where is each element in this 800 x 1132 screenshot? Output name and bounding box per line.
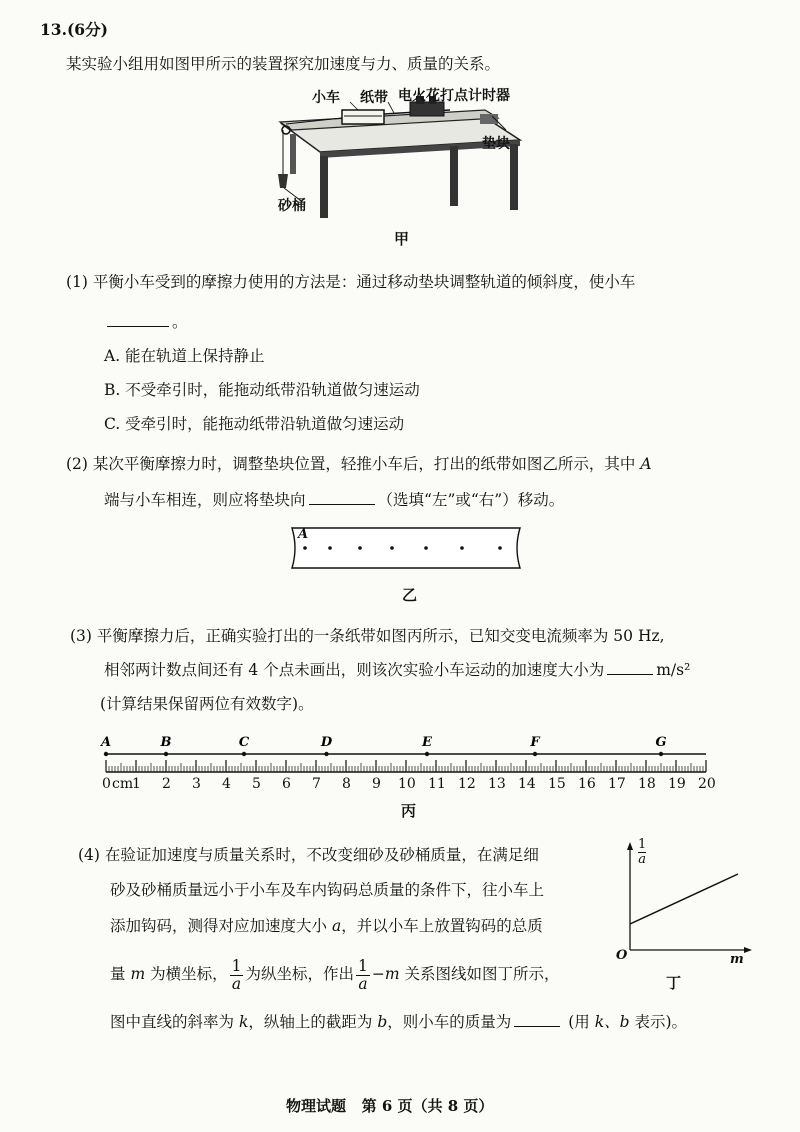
caption-yi: 乙 xyxy=(402,586,418,604)
frac-den: a xyxy=(231,974,242,993)
part1-end-mark: 。 xyxy=(172,313,188,331)
part4-text: 为横坐标， xyxy=(150,965,228,983)
label-timer: 电火花打点计时器 xyxy=(398,88,510,104)
question-score: (6分) xyxy=(66,20,108,39)
figure-jia xyxy=(270,84,530,234)
ruler-number: 6 xyxy=(282,776,291,792)
part3-question-line1: (3) 平衡摩擦力后，正确实验打出的一条纸带如图丙所示，已知交变电流频率为 50 Hz, xyxy=(70,627,665,645)
apparatus-drawing xyxy=(270,84,530,234)
ruler-number: 2 xyxy=(162,776,171,792)
part1-option-b: B. 不受牵引时，能拖动纸带沿轨道做匀速运动 xyxy=(104,381,420,399)
part2-text: (2) 某次平衡摩擦力时，调整垫块位置，轻推小车后，打出的纸带如图乙所示，其中 xyxy=(66,455,636,473)
label-block: 垫块 xyxy=(482,136,510,152)
count-point-label: E xyxy=(422,735,432,750)
answer-blank-4[interactable] xyxy=(514,1012,560,1027)
count-point-c xyxy=(242,752,246,756)
graph-ding-drawing xyxy=(608,838,758,968)
var-m: m xyxy=(130,965,146,983)
count-point-g xyxy=(659,752,663,756)
ruler-number: 3 xyxy=(192,776,201,792)
ruler-number: 17 xyxy=(608,776,626,792)
label-car: 小车 xyxy=(312,90,340,106)
page-footer: 物理试题 第 6 页（共 8 页） xyxy=(286,1097,494,1115)
part4-line4 xyxy=(110,956,560,993)
ruler-number: 13 xyxy=(488,776,506,792)
tape-dot xyxy=(460,546,464,550)
part4-text: (用 xyxy=(568,1013,590,1031)
count-point-a xyxy=(104,752,108,756)
ruler-number: 1 xyxy=(132,776,141,792)
table-leg xyxy=(320,156,328,218)
figure-ding xyxy=(608,838,758,968)
tape-dot xyxy=(358,546,362,550)
tape-dot xyxy=(498,546,502,550)
vars-k-b: k、b xyxy=(594,1013,630,1031)
point-a-var: A xyxy=(640,455,652,473)
cart xyxy=(342,110,384,124)
tape-dot xyxy=(328,546,332,550)
part1-blank-line xyxy=(104,312,188,332)
question-number: 13. xyxy=(40,20,67,39)
part4-text: 表示)。 xyxy=(634,1013,688,1031)
part2-question-line2 xyxy=(104,490,564,510)
sand-bucket xyxy=(278,174,288,188)
var-a: a xyxy=(331,917,342,935)
ruler-number: 4 xyxy=(222,776,231,792)
frac-den: a xyxy=(358,974,368,993)
part4-text: ，则小车的质量为 xyxy=(387,1013,512,1031)
label-tape: 纸带 xyxy=(360,90,388,106)
frac-num: 1 xyxy=(231,956,242,975)
question-header xyxy=(40,20,108,40)
tape-dot xyxy=(303,546,307,550)
ruler-number: 15 xyxy=(548,776,566,792)
graph-y-den: a xyxy=(638,852,647,867)
y-axis-arrow xyxy=(627,842,633,850)
count-point-f xyxy=(533,752,537,756)
ruler-number: 14 xyxy=(518,776,536,792)
ruler-number: 20 xyxy=(698,776,716,792)
ruler-number: 7 xyxy=(312,776,321,792)
graph-x-label: m xyxy=(730,952,744,967)
part4-text: 为纵坐标，作出 xyxy=(245,965,354,983)
ruler-number: 16 xyxy=(578,776,596,792)
count-point-label: F xyxy=(530,735,540,750)
var-m: m xyxy=(384,965,400,983)
label-bucket: 砂桶 xyxy=(278,198,306,214)
tape-yi-drawing xyxy=(288,526,524,570)
tape-outline xyxy=(292,528,520,568)
graph-y-label xyxy=(638,838,646,867)
unit-ms2: m/s² xyxy=(656,661,691,679)
part4-text: 关系图线如图丁所示， xyxy=(404,965,560,983)
tape-label-a: A xyxy=(298,527,309,542)
caption-bing: 丙 xyxy=(401,802,417,820)
count-point-label: D xyxy=(320,735,333,750)
tape-dot xyxy=(424,546,428,550)
part1-option-a: A. 能在轨道上保持静止 xyxy=(104,347,265,365)
ruler-number: 8 xyxy=(342,776,351,792)
part4-text: 添加钩码，测得对应加速度大小 xyxy=(110,917,328,935)
fraction-1-over-a xyxy=(230,958,244,993)
answer-blank-1[interactable] xyxy=(107,312,169,327)
part2-question-line1 xyxy=(66,454,652,474)
count-point-label: C xyxy=(238,735,250,750)
x-axis-arrow xyxy=(744,947,752,953)
table-leg xyxy=(450,146,458,206)
count-point-label: G xyxy=(655,735,667,750)
ruler-number: 10 xyxy=(398,776,416,792)
part3-text: 相邻两计数点间还有 4 个点未画出，则该次实验小车运动的加速度大小为 xyxy=(104,661,605,679)
count-point-label: A xyxy=(100,735,112,750)
count-point-d xyxy=(324,752,328,756)
graph-origin: O xyxy=(616,948,628,963)
part4-text: ，并以小车上放置钩码的总质 xyxy=(341,917,543,935)
part4-text: 图中直线的斜率为 xyxy=(110,1013,235,1031)
part2-text: 端与小车相连，则应将垫块向 xyxy=(104,491,306,509)
minus-sign: − xyxy=(371,965,385,983)
ruler-number: 5 xyxy=(252,776,261,792)
frac-num: 1 xyxy=(358,956,368,975)
ruler-number: 9 xyxy=(372,776,381,792)
caption-jia: 甲 xyxy=(394,230,410,248)
table-leg xyxy=(510,144,518,210)
count-point-label: B xyxy=(160,735,172,750)
count-point-e xyxy=(425,752,429,756)
ruler-number: 11 xyxy=(428,776,446,792)
ruler-number: 18 xyxy=(638,776,656,792)
part3-question-line3: (计算结果保留两位有效数字)。 xyxy=(100,695,314,713)
graph-y-num: 1 xyxy=(638,837,647,852)
figure-bing xyxy=(96,728,716,800)
graph-line xyxy=(630,874,738,924)
ruler-number: 19 xyxy=(668,776,686,792)
part4-text: 量 xyxy=(110,965,126,983)
part3-question-line2 xyxy=(104,660,690,680)
part4-line3 xyxy=(110,916,543,936)
ruler-number: 0 xyxy=(102,776,111,792)
part4-line1: (4) 在验证加速度与质量关系时，不改变细砂及砂桶质量，在满足细 xyxy=(78,846,539,864)
part1-question: (1) 平衡小车受到的摩擦力使用的方法是：通过移动垫块调整轨道的倾斜度，使小车 xyxy=(66,273,636,291)
ruler-number: 12 xyxy=(458,776,476,792)
answer-blank-3[interactable] xyxy=(607,660,653,675)
ruler-unit: cm xyxy=(112,776,134,792)
part4-line2: 砂及砂桶质量远小于小车及车内钩码总质量的条件下，往小车上 xyxy=(110,881,545,899)
fraction-1-over-a xyxy=(356,958,370,993)
count-point-b xyxy=(164,752,168,756)
question-intro: 某实验小组用如图甲所示的装置探究加速度与力、质量的关系。 xyxy=(66,55,501,73)
caption-ding: 丁 xyxy=(666,974,682,992)
var-b: b xyxy=(377,1013,388,1031)
part4-text: ，纵轴上的截距为 xyxy=(248,1013,373,1031)
answer-blank-2[interactable] xyxy=(309,490,375,505)
table-leg xyxy=(290,134,296,174)
part2-text: （选填“左”或“右”）移动。 xyxy=(377,491,565,509)
tape-dot xyxy=(390,546,394,550)
part4-line5 xyxy=(110,1012,687,1032)
part1-option-c: C. 受牵引时，能拖动纸带沿轨道做匀速运动 xyxy=(104,415,405,433)
figure-yi xyxy=(288,526,524,570)
var-k: k xyxy=(238,1013,249,1031)
